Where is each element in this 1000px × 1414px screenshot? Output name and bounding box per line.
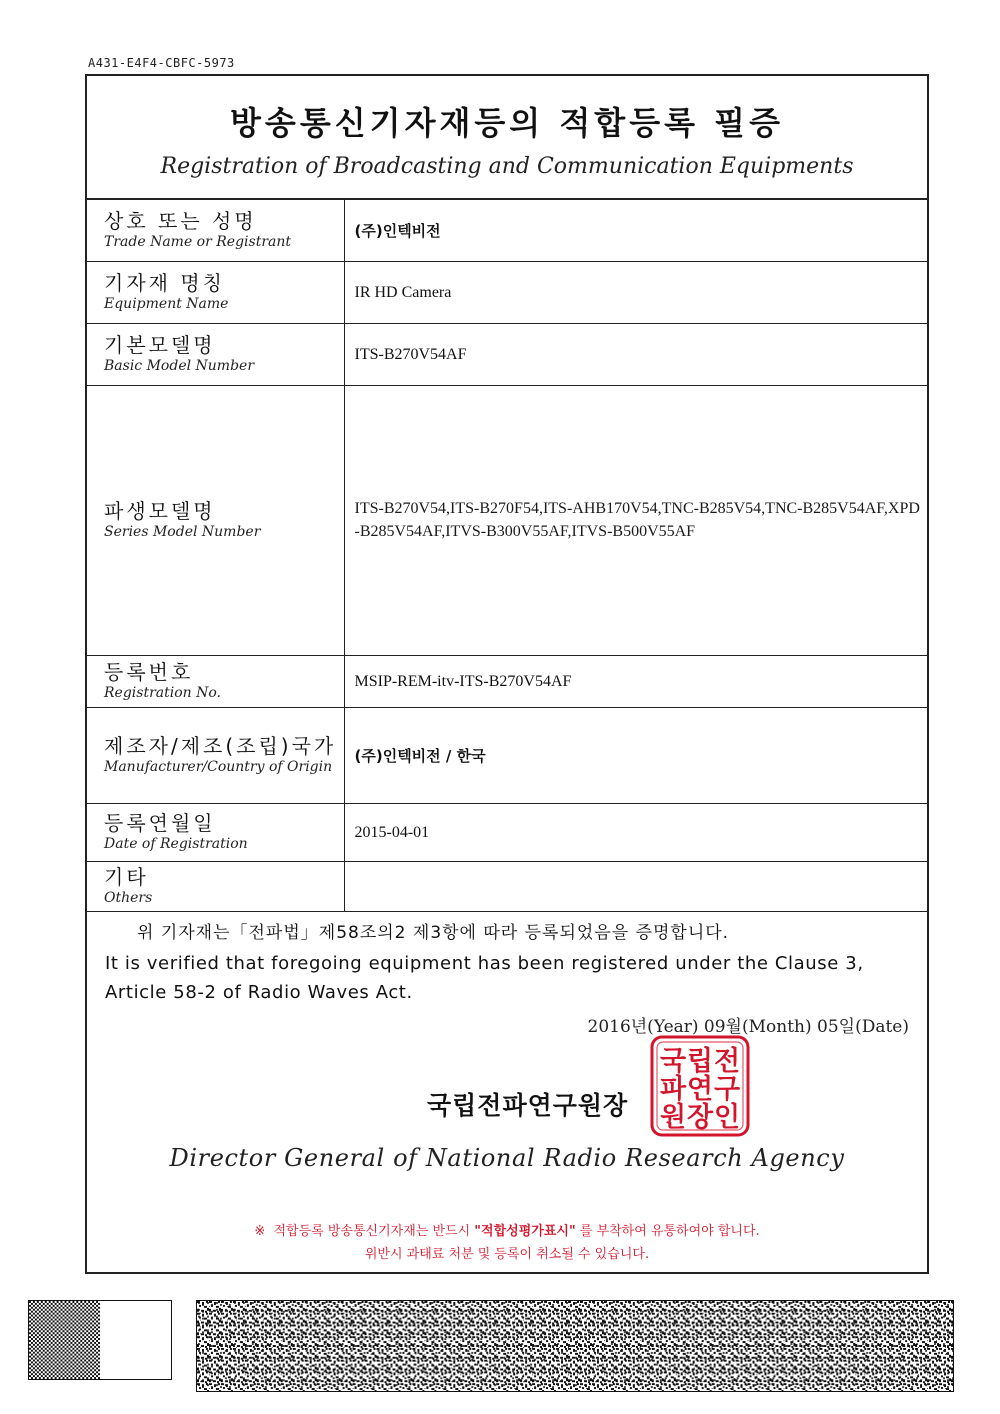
statement-kr: 위 기자재는「전파법」제58조의2 제3항에 따라 등록되었음을 증명합니다. [137, 923, 730, 943]
svg-text:인: 인 [713, 1102, 741, 1133]
statement-en-line1: It is verified that foregoing equipment has been registered under the Clause 3, [105, 953, 864, 974]
svg-text:전: 전 [713, 1046, 741, 1077]
row-label [87, 385, 344, 655]
svg-text:국: 국 [659, 1046, 687, 1077]
row-value-cell [344, 199, 927, 261]
label-kr: 파생모델명 [104, 499, 216, 523]
row-manufacturer [87, 707, 927, 803]
label-kr: 기자재 명칭 [104, 271, 225, 295]
barcode-left-icon [28, 1300, 172, 1380]
certificate-frame [85, 74, 929, 1274]
svg-text:원: 원 [659, 1102, 687, 1133]
issue-date: 2016년(Year) 09월(Month) 05일(Date) [587, 1017, 909, 1037]
label-kr: 상호 또는 성명 [104, 209, 257, 234]
row-label [87, 261, 344, 323]
registration-table [87, 198, 927, 912]
row-registration-no [87, 655, 927, 707]
basic-model-value: ITS-B270V54AF [354, 346, 467, 363]
official-seal-icon [649, 1034, 751, 1138]
notice-line1-highlight: "적합성평가표시" [474, 1224, 576, 1239]
equipment-name-value: IR HD Camera [354, 284, 452, 301]
row-value-cell [344, 707, 927, 803]
document-code: A431-E4F4-CBFC-5973 [88, 56, 235, 70]
row-series-model [87, 385, 927, 655]
svg-text:연: 연 [686, 1074, 714, 1105]
label-en: Basic Model Number [104, 358, 255, 374]
barcode-right-icon [196, 1300, 954, 1392]
registration-date-value: 2015-04-01 [354, 824, 430, 841]
svg-text:파: 파 [659, 1074, 687, 1105]
row-label [87, 655, 344, 707]
manufacturer-value: (주)인텍비전 / 한국 [354, 746, 486, 765]
label-en: Series Model Number [104, 524, 261, 540]
notice-line1 [87, 1220, 927, 1243]
director-title-kr: 국립전파연구원장 [427, 1091, 629, 1120]
notice-line1-prefix: 적합등록 방송통신기자재는 반드시 [273, 1224, 471, 1239]
series-model-value: ITS-B270V54,ITS-B270F54,ITS-AHB170V54,TNC-B285V54,TNC-B285V54AF,XPD-B285V54AF,ITVS-B300V55AF,ITVS-B500V55AF [354, 500, 920, 540]
row-value-cell [344, 655, 927, 707]
certificate-title-kr: 방송통신기자재등의 적합등록 필증 [230, 104, 784, 142]
notice [87, 1220, 927, 1266]
label-kr: 기본모델명 [104, 333, 216, 357]
row-equipment-name [87, 261, 927, 323]
row-basic-model [87, 323, 927, 385]
director-title-en: Director General of National Radio Research Agency [169, 1144, 845, 1172]
row-value-cell [344, 261, 927, 323]
row-label [87, 803, 344, 861]
row-value-cell [344, 861, 927, 911]
label-kr: 등록연월일 [104, 811, 216, 835]
statement-en-line2: Article 58-2 of Radio Waves Act. [105, 982, 413, 1003]
registration-number-value: MSIP-REM-itv-ITS-B270V54AF [354, 673, 572, 690]
statement-en [105, 949, 915, 1007]
label-en: Registration No. [104, 685, 221, 701]
trade-name-value: (주)인텍비전 [354, 221, 441, 240]
svg-text:장: 장 [686, 1102, 714, 1133]
label-en: Date of Registration [104, 836, 248, 852]
svg-text:립: 립 [686, 1046, 714, 1077]
row-label [87, 861, 344, 911]
certificate-title-en: Registration of Broadcasting and Communication Equipments [160, 154, 854, 179]
notice-line1-suffix: 를 부착하여 유통하여야 합니다. [579, 1224, 760, 1239]
label-kr: 등록번호 [104, 660, 194, 684]
row-trade-name [87, 199, 927, 261]
verification-statement [105, 918, 915, 1007]
row-label [87, 323, 344, 385]
label-kr: 기타 [104, 865, 149, 889]
notice-mark: ※ [254, 1224, 266, 1239]
row-label [87, 199, 344, 261]
row-value-cell [344, 803, 927, 861]
row-others [87, 861, 927, 911]
label-en: Manufacturer/Country of Origin [104, 759, 333, 775]
label-en: Trade Name or Registrant [104, 234, 292, 251]
label-en: Others [104, 890, 153, 906]
row-label [87, 707, 344, 803]
notice-line2: 위반시 과태료 처분 및 등록이 취소될 수 있습니다. [364, 1247, 650, 1262]
label-kr: 제조자/제조(조립)국가 [104, 734, 337, 758]
svg-text:구: 구 [713, 1074, 741, 1105]
row-value-cell [344, 323, 927, 385]
row-registration-date [87, 803, 927, 861]
row-value-cell [344, 385, 927, 655]
label-en: Equipment Name [104, 296, 229, 312]
